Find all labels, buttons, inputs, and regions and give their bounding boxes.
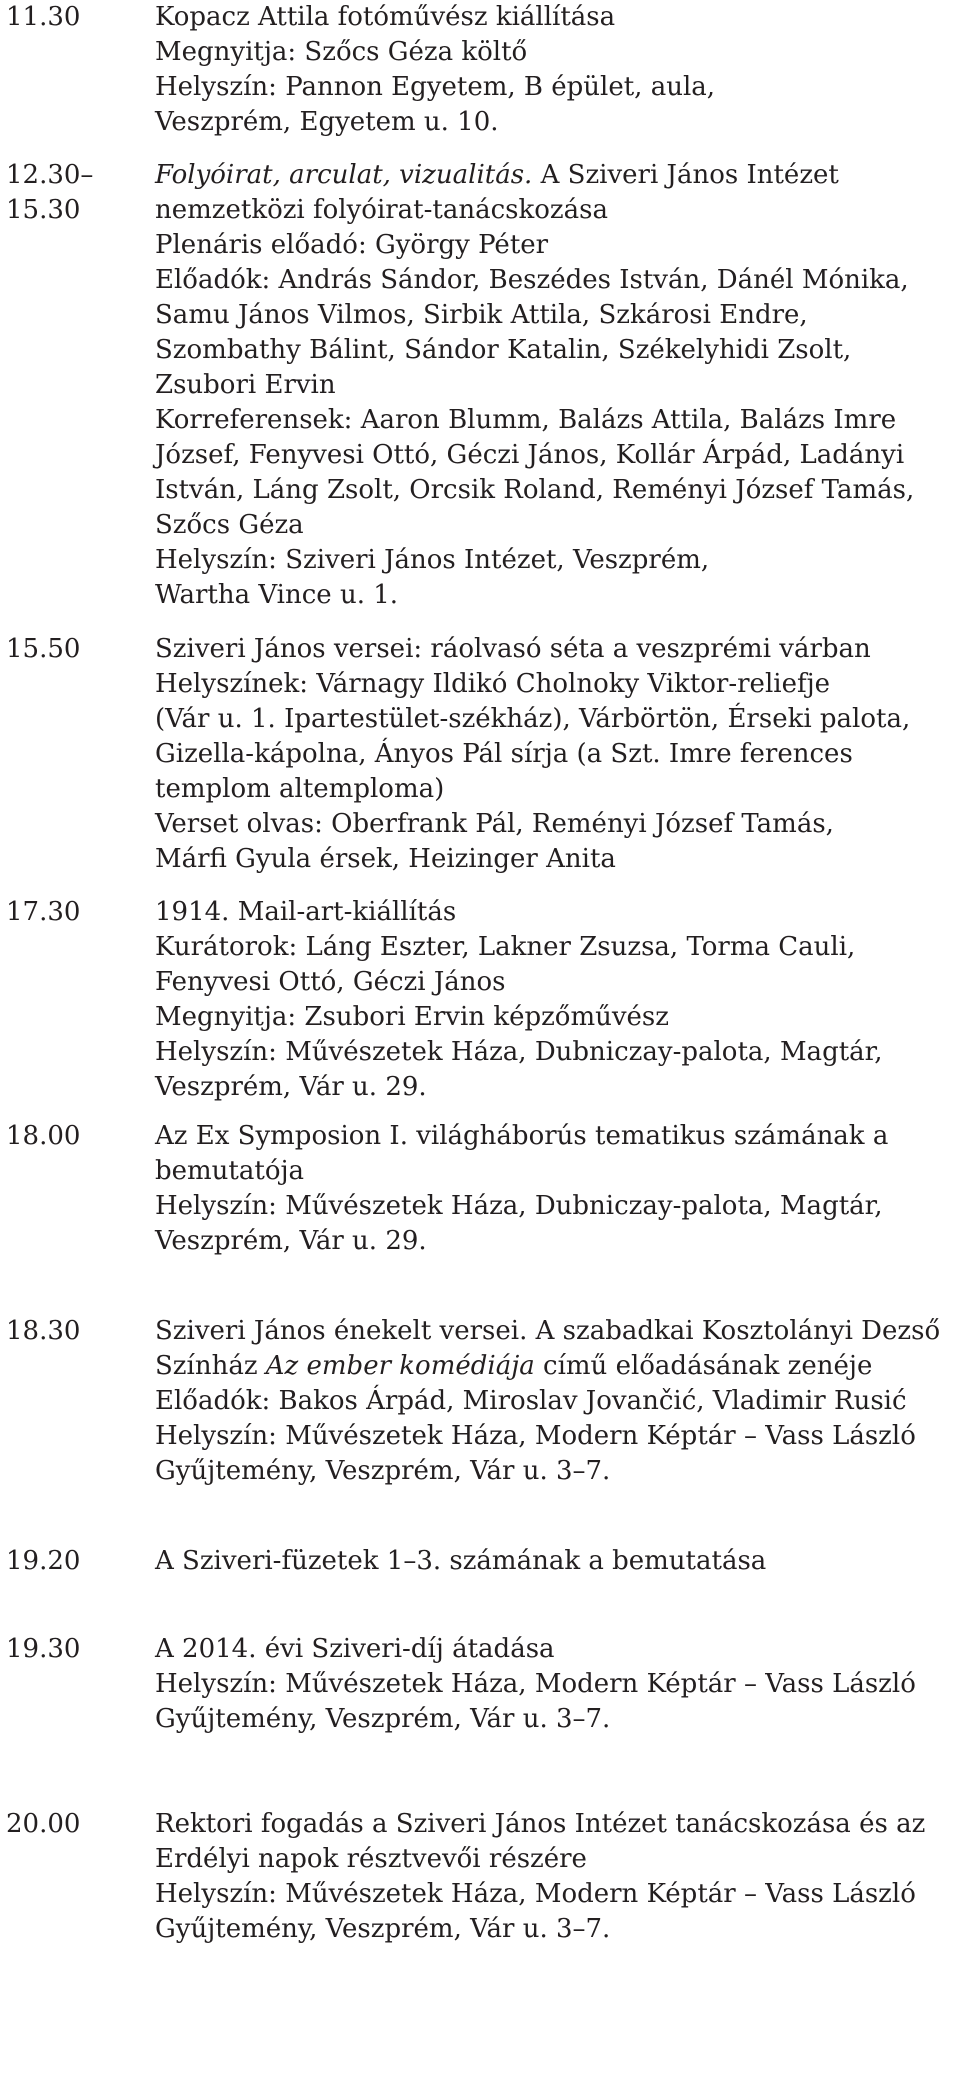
entry-line: Helyszín: Művészetek Háza, Modern Képtár – Vass László bbox=[155, 1879, 916, 1909]
entry-line: Verset olvas: Oberfrank Pál, Reményi József Tamás, bbox=[155, 809, 834, 839]
entry-content bbox=[155, 895, 955, 1105]
entry-line: Előadók: András Sándor, Beszédes István, Dánél Mónika, bbox=[155, 265, 909, 295]
entry-time: 18.00 bbox=[6, 1121, 81, 1151]
entry-line: Megnyitja: Zsubori Ervin képzőművész bbox=[155, 1002, 669, 1032]
entry-time: 20.00 bbox=[6, 1809, 81, 1839]
entry-line: A 2014. évi Sziveri-díj átadása bbox=[155, 1634, 555, 1664]
entry-line: István, Láng Zsolt, Orcsik Roland, Reményi József Tamás, bbox=[155, 475, 915, 505]
entry-line: Gyűjtemény, Veszprém, Vár u. 3–7. bbox=[155, 1914, 611, 1944]
entry-line: Sziveri János énekelt versei. A szabadkai Kosztolányi Dezső bbox=[155, 1316, 941, 1346]
entry-title-italic: Folyóirat, arculat, vizualitás. bbox=[155, 160, 533, 190]
entry-line: Rektori fogadás a Sziveri János Intézet tanácskozása és az bbox=[155, 1809, 926, 1839]
entry-line: Zsubori Ervin bbox=[155, 370, 336, 400]
entry-line: József, Fenyvesi Ottó, Géczi János, Kollár Árpád, Ladányi bbox=[155, 440, 905, 470]
entry-line: templom altemploma) bbox=[155, 774, 445, 804]
entry-content bbox=[155, 1807, 955, 1947]
entry-content bbox=[155, 1544, 955, 1579]
entry-line bbox=[155, 158, 955, 193]
entry-line: Veszprém, Vár u. 29. bbox=[155, 1226, 427, 1256]
entry-line: Korreferensek: Aaron Blumm, Balázs Attila, Balázs Imre bbox=[155, 405, 897, 435]
entry-text: Színház bbox=[155, 1351, 266, 1381]
entry-content bbox=[155, 1119, 955, 1259]
entry-line: Kopacz Attila fotóművész kiállítása bbox=[155, 2, 616, 32]
entry-line bbox=[155, 1349, 955, 1384]
entry-content bbox=[155, 158, 955, 613]
entry-content bbox=[155, 632, 955, 877]
entry-line: A Sziveri-füzetek 1–3. számának a bemutatása bbox=[155, 1546, 767, 1576]
entry-line: Helyszín: Művészetek Háza, Modern Képtár – Vass László bbox=[155, 1669, 916, 1699]
entry-line: Helyszín: Művészetek Háza, Dubniczay-palota, Magtár, bbox=[155, 1037, 883, 1067]
entry-line: Helyszín: Művészetek Háza, Modern Képtár – Vass László bbox=[155, 1421, 916, 1451]
entry-line: nemzetközi folyóirat-tanácskozása bbox=[155, 195, 608, 225]
entry-line: Plenáris előadó: György Péter bbox=[155, 230, 549, 260]
entry-line: Gizella-kápolna, Ányos Pál sírja (a Szt. Imre ferences bbox=[155, 739, 853, 769]
entry-line: Márfi Gyula érsek, Heizinger Anita bbox=[155, 844, 616, 874]
entry-line: Előadók: Bakos Árpád, Miroslav Jovančić, Vladimir Rusić bbox=[155, 1386, 907, 1416]
entry-line: Megnyitja: Szőcs Géza költő bbox=[155, 37, 528, 67]
entry-content bbox=[155, 1632, 955, 1737]
entry-time: 19.20 bbox=[6, 1546, 81, 1576]
entry-time: 19.30 bbox=[6, 1634, 81, 1664]
entry-title-rest: A Sziveri János Intézet bbox=[532, 160, 839, 190]
entry-text: című előadásának zenéje bbox=[534, 1351, 873, 1381]
entry-line: Helyszínek: Várnagy Ildikó Cholnoky Viktor-reliefje bbox=[155, 669, 831, 699]
entry-line: Gyűjtemény, Veszprém, Vár u. 3–7. bbox=[155, 1456, 611, 1486]
entry-content bbox=[155, 1314, 955, 1489]
entry-line: Veszprém, Egyetem u. 10. bbox=[155, 107, 499, 137]
entry-line: (Vár u. 1. Ipartestület-székház), Várbörtön, Érseki palota, bbox=[155, 704, 911, 734]
entry-time: 15.50 bbox=[6, 634, 81, 664]
entry-line: Gyűjtemény, Veszprém, Vár u. 3–7. bbox=[155, 1704, 611, 1734]
entry-line: Kurátorok: Láng Eszter, Lakner Zsuzsa, Torma Cauli, bbox=[155, 932, 856, 962]
entry-line: Az Ex Symposion I. világháborús tematikus számának a bbox=[155, 1121, 889, 1151]
entry-line: Szőcs Géza bbox=[155, 510, 304, 540]
entry-line: Helyszín: Művészetek Háza, Dubniczay-palota, Magtár, bbox=[155, 1191, 883, 1221]
entry-content bbox=[155, 0, 955, 140]
entry-line: Samu János Vilmos, Sirbik Attila, Szkárosi Endre, bbox=[155, 300, 808, 330]
entry-line: bemutatója bbox=[155, 1156, 305, 1186]
entry-line: Veszprém, Vár u. 29. bbox=[155, 1072, 427, 1102]
entry-line: Wartha Vince u. 1. bbox=[155, 580, 399, 610]
entry-line: Szombathy Bálint, Sándor Katalin, Székelyhidi Zsolt, bbox=[155, 335, 852, 365]
entry-time: 12.30– 15.30 bbox=[6, 160, 94, 225]
entry-line: Fenyvesi Ottó, Géczi János bbox=[155, 967, 506, 997]
entry-time: 11.30 bbox=[6, 2, 81, 32]
entry-line: Helyszín: Sziveri János Intézet, Veszprém, bbox=[155, 545, 710, 575]
entry-time: 18.30 bbox=[6, 1316, 81, 1346]
entry-line: Helyszín: Pannon Egyetem, B épület, aula, bbox=[155, 72, 716, 102]
entry-line: 1914. Mail-art-kiállítás bbox=[155, 897, 457, 927]
entry-line: Erdélyi napok résztvevői részére bbox=[155, 1844, 587, 1874]
play-title-italic: Az ember komédiája bbox=[265, 1351, 535, 1381]
entry-line: Sziveri János versei: ráolvasó séta a veszprémi várban bbox=[155, 634, 871, 664]
entry-time: 17.30 bbox=[6, 897, 81, 927]
